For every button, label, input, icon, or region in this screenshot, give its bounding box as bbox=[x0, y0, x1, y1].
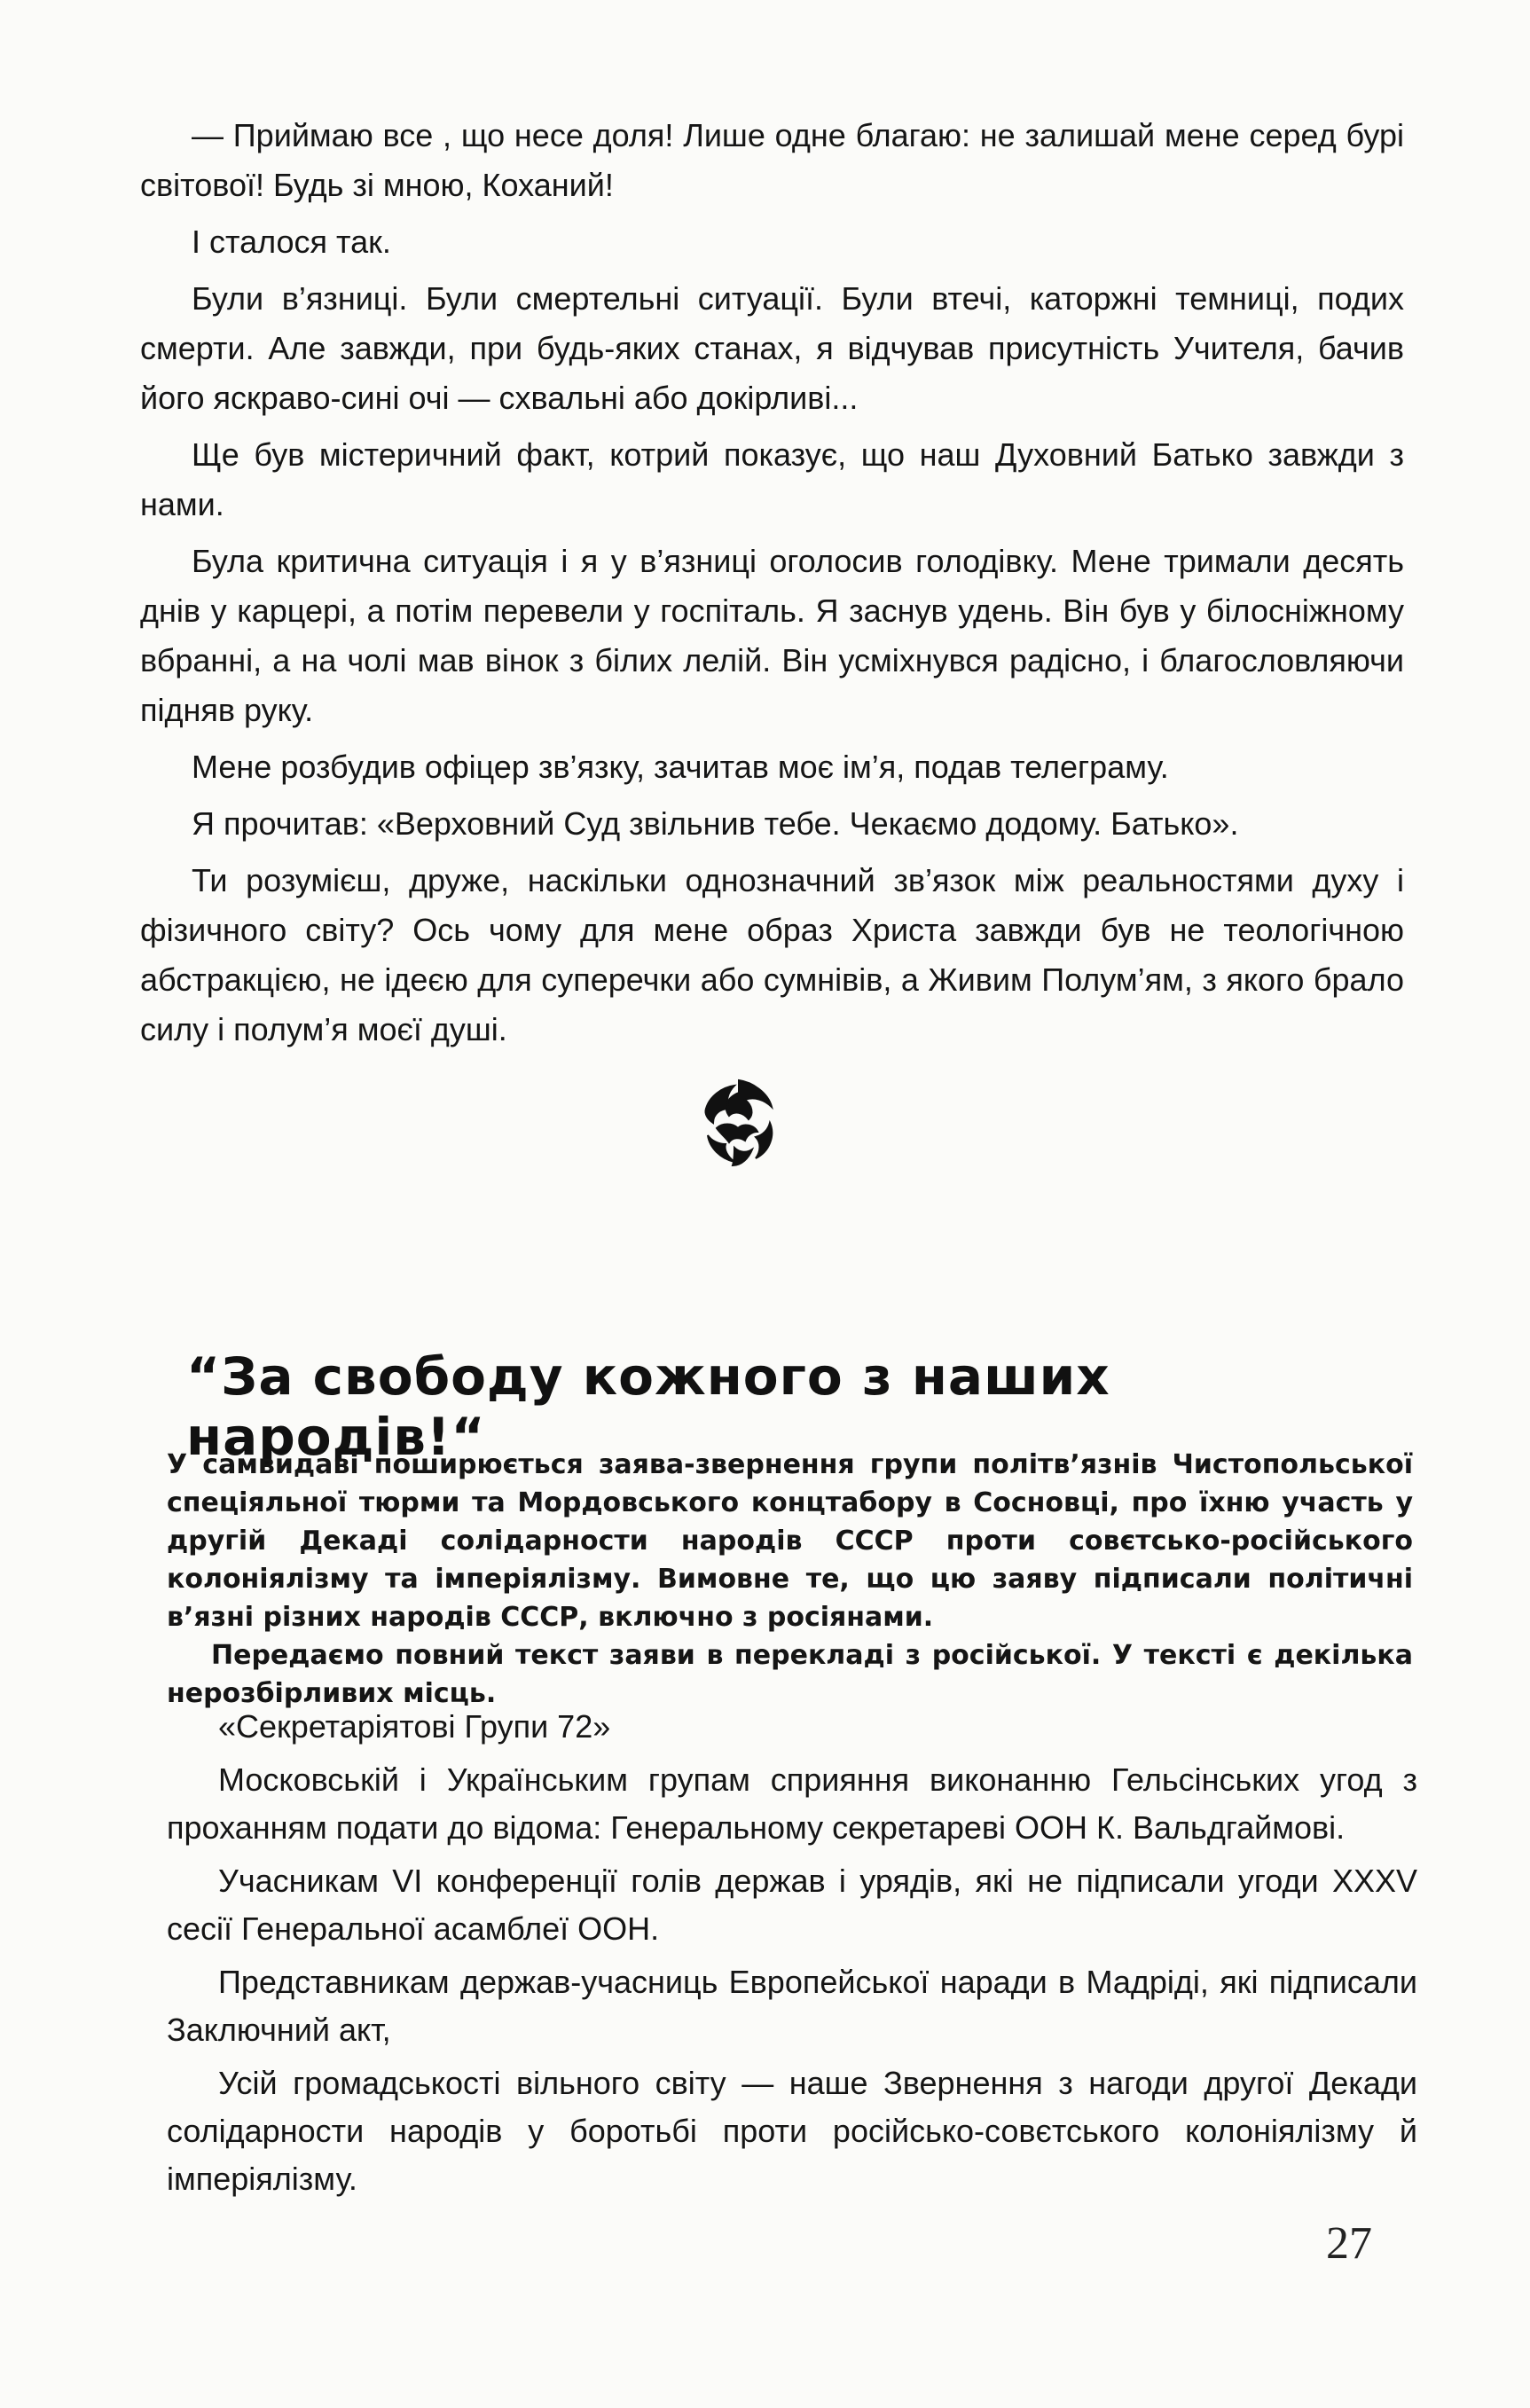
paragraph: Московській і Українським групам сприяння виконанню Гельсінських угод з проханням подати до відома: Генеральному секретареві ООН К. Вальдгаймові. bbox=[167, 1761, 1417, 1846]
article-intro bbox=[167, 1446, 1413, 1713]
paragraph: Я прочитав: «Верховний Суд звільнив тебе. Чекаємо додому. Батько». bbox=[192, 805, 1239, 842]
paragraph: Були в’язниці. Були смертельні ситуації. Були втечі, каторжні темниці, подих смерти. Але завжди, при будь-яких станах, я відчував присутність Учителя, бачив його яскраво-сині очі — схвальні або докірливі... bbox=[140, 280, 1404, 416]
paragraph: Мене розбудив офіцер зв’язку, зачитав моє ім’я, подав телеграму. bbox=[192, 749, 1169, 785]
paragraph: Була критична ситуація і я у в’язниці оголосив голодівку. Мене тримали десять днів у карцері, а потім перевели у госпіталь. Я заснув удень. Він був у білосніжному вбранні, а на чолі мав вінок з білих лелій. Він усміхнувся радісно, і благословляючи підняв руку. bbox=[140, 543, 1404, 728]
paragraph: Представникам держав-учасниць Европейської наради в Мадріді, які підписали Заключний акт, bbox=[167, 1964, 1417, 2048]
paragraph: І сталося так. bbox=[192, 224, 391, 260]
paragraph: — Приймаю все , що несе доля! Лише одне благаю: не залишай мене серед бурі світової! Будь зі мною, Коханий! bbox=[140, 117, 1404, 203]
statement-text bbox=[167, 1703, 1417, 2208]
paragraph: Ти розумієш, друже, наскільки однозначний зв’язок між реальностями духу і фізичного світу? Ось чому для мене образ Христа завжди був не теологічною абстракцією, не ідеєю для суперечки або сумнівів, а Живим Полум’ям, з якого брало силу і полум’я моєї душі. bbox=[140, 862, 1404, 1047]
page-number: 27 bbox=[1326, 2218, 1372, 2269]
floral-ornament-icon bbox=[690, 1073, 788, 1171]
paragraph: Усій громадськості вільного світу — наше Звернення з нагоди другої Декади солідарности народів у боротьбі проти російсько-совєтського колоніялізму й імперіялізму. bbox=[167, 2065, 1417, 2197]
paragraph: Учасникам VI конференції голів держав і урядів, які не підписали угоди XXXV сесії Генеральної асамблеї ООН. bbox=[167, 1863, 1417, 1947]
intro-paragraph: У самвидаві поширюється заява-звернення групи політв’язнів Чистопольської спеціяльної тюрми та Мордовського концтабору в Сосновці, про їхню участь у другій Декаді солідарности народів СССР проти совєтсько-російського колоніялізму та імперіялізму. Вимовне те, що цю заяву підписали політичні в’язні різних народів СССР, включно з росіянами. bbox=[167, 1449, 1413, 1633]
paragraph: «Секретаріятові Групи 72» bbox=[218, 1708, 611, 1745]
article-heading: “За свободу кожного з наших народів!“ bbox=[186, 1346, 1110, 1467]
intro-paragraph: Передаємо повний текст заяви в перекладі з російської. У тексті є декілька нерозбірливих місць. bbox=[167, 1640, 1413, 1709]
paragraph: Ще був містеричний факт, котрий показує, що наш Духовний Батько завжди з нами. bbox=[140, 436, 1404, 522]
memoir-text bbox=[140, 111, 1404, 1062]
